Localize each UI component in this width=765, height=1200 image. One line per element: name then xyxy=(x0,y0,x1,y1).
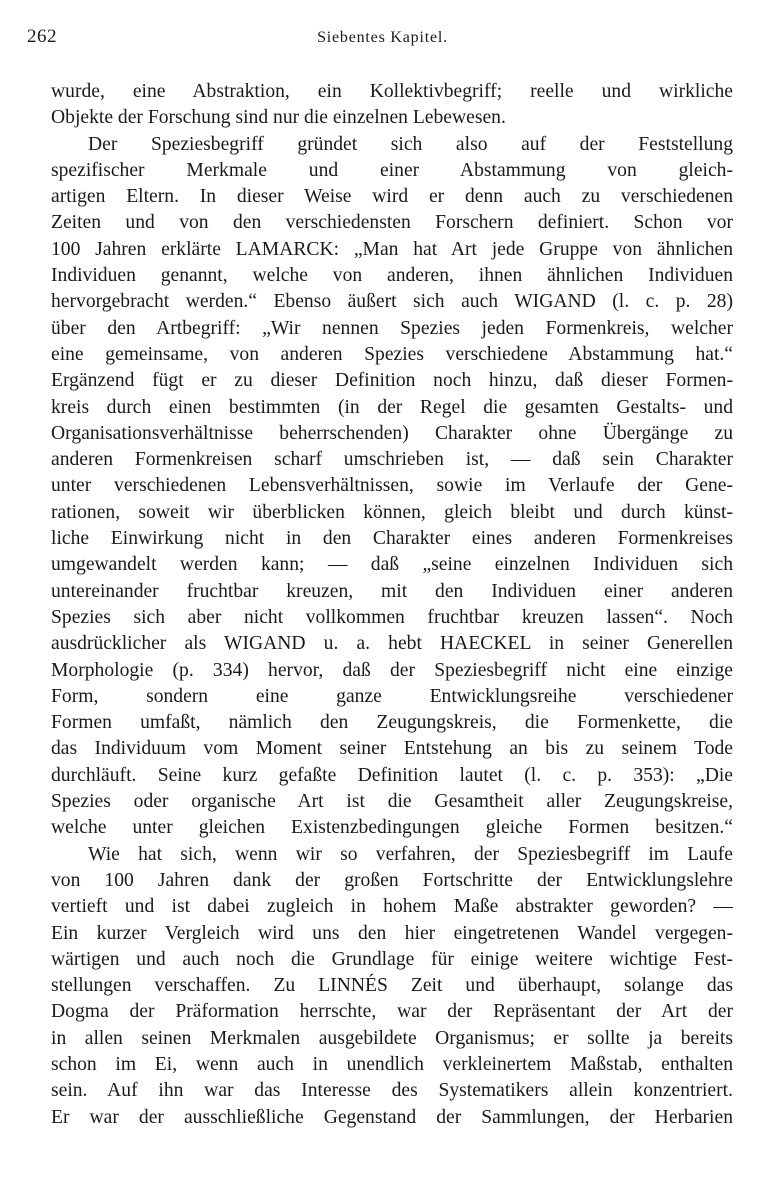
text-line: von 100 Jahren dank der großen Fortschritte der Entwicklungslehre xyxy=(51,869,733,891)
text-line: wärtigen und auch noch die Grundlage für einige weitere wichtige Fest- xyxy=(51,948,733,970)
text-line: Morphologie (p. 334) hervor, daß der Speziesbegriff nicht eine einzige xyxy=(51,659,733,681)
text-line: Formen umfaßt, nämlich den Zeugungskreis, die Formenkette, die xyxy=(51,712,733,734)
text-line: über den Artbegriff: „Wir nennen Spezies jeden Formenkreis, welcher xyxy=(51,317,733,339)
text-line: Zeiten und von den verschiedensten Forschern definiert. Schon vor xyxy=(51,212,733,234)
chapter-title: Siebentes Kapitel. xyxy=(317,29,448,46)
text-line: Der Speziesbegriff gründet sich also auf der Feststellung xyxy=(88,133,733,155)
text-line: kreis durch einen bestimmten (in der Regel die gesamten Gestalts- und xyxy=(51,396,733,418)
text-line: unter verschiedenen Lebensverhältnissen, sowie im Verlaufe der Gene- xyxy=(51,475,733,497)
text-line: sein. Auf ihn war das Interesse des Systematikers allein konzentriert. xyxy=(51,1080,733,1102)
text-line: schon im Ei, wenn auch in unendlich verkleinertem Maßstab, enthalten xyxy=(51,1053,733,1075)
text-line: untereinander fruchtbar kreuzen, mit den Individuen einer anderen xyxy=(51,580,733,602)
text-line: das Individuum vom Moment seiner Entstehung an bis zu seinem Tode xyxy=(51,738,733,760)
text-line: Er war der ausschließliche Gegenstand der Sammlungen, der Herbarien xyxy=(51,1106,733,1128)
text-line: wurde, eine Abstraktion, ein Kollektivbegriff; reelle und wirkliche xyxy=(51,81,733,102)
text-line: liche Einwirkung nicht in den Charakter eines anderen Formenkreises xyxy=(51,528,733,550)
text-line: hervorgebracht werden.“ Ebenso äußert sich auch WIGAND (l. c. p. 28) xyxy=(51,291,733,313)
running-head xyxy=(0,26,765,52)
text-line: Ein kurzer Vergleich wird uns den hier eingetretenen Wandel vergegen- xyxy=(51,922,733,944)
text-line: 100 Jahren erklärte LAMARCK: „Man hat Art jede Gruppe von ähnlichen xyxy=(51,238,733,260)
text-line: Objekte der Forschung sind nur die einzelnen Lebewesen. xyxy=(51,107,506,129)
text-line: eine gemeinsame, von anderen Spezies verschiedene Abstammung hat.“ xyxy=(51,343,733,365)
text-line: Form, sondern eine ganze Entwicklungsreihe verschiedener xyxy=(51,685,733,707)
text-line: artigen Eltern. In dieser Weise wird er denn auch zu verschiedenen xyxy=(51,186,733,208)
text-line: Spezies sich aber nicht vollkommen fruchtbar kreuzen lassen“. Noch xyxy=(51,606,733,628)
text-line: spezifischer Merkmale und einer Abstammung von gleich- xyxy=(51,159,733,181)
text-line: welche unter gleichen Existenzbedingungen gleiche Formen besitzen.“ xyxy=(51,817,733,839)
text-line: stellungen verschaffen. Zu LINNÉS Zeit und überhaupt, solange das xyxy=(51,975,733,997)
text-line: Organisationsverhältnisse beherrschenden) Charakter ohne Übergänge zu xyxy=(51,422,733,444)
text-line: ausdrücklicher als WIGAND u. a. hebt HAECKEL in seiner Generellen xyxy=(51,633,733,655)
text-line: durchläuft. Seine kurz gefaßte Definition lautet (l. c. p. 353): „Die xyxy=(51,764,733,786)
text-line: Ergänzend fügt er zu dieser Definition noch hinzu, daß dieser Formen- xyxy=(51,370,733,392)
text-line: in allen seinen Merkmalen ausgebildete Organismus; er sollte ja bereits xyxy=(51,1027,733,1049)
text-line: vertieft und ist dabei zugleich in hohem Maße abstrakter geworden? — xyxy=(51,896,733,918)
body-text xyxy=(51,79,733,1131)
text-line: rationen, soweit wir überblicken können, gleich bleibt und durch künst- xyxy=(51,501,733,523)
text-line: umgewandelt werden kann; — daß „seine einzelnen Individuen sich xyxy=(51,554,733,576)
page-number: 262 xyxy=(27,26,57,47)
text-line: Spezies oder organische Art ist die Gesamtheit aller Zeugungskreise, xyxy=(51,791,733,813)
text-line: anderen Formenkreisen scharf umschrieben ist, — daß sein Charakter xyxy=(51,449,733,471)
text-line: Wie hat sich, wenn wir so verfahren, der Speziesbegriff im Laufe xyxy=(88,843,733,865)
text-line: Dogma der Präformation herrschte, war der Repräsentant der Art der xyxy=(51,1001,733,1023)
text-line: Individuen genannt, welche von anderen, ihnen ähnlichen Individuen xyxy=(51,265,733,287)
